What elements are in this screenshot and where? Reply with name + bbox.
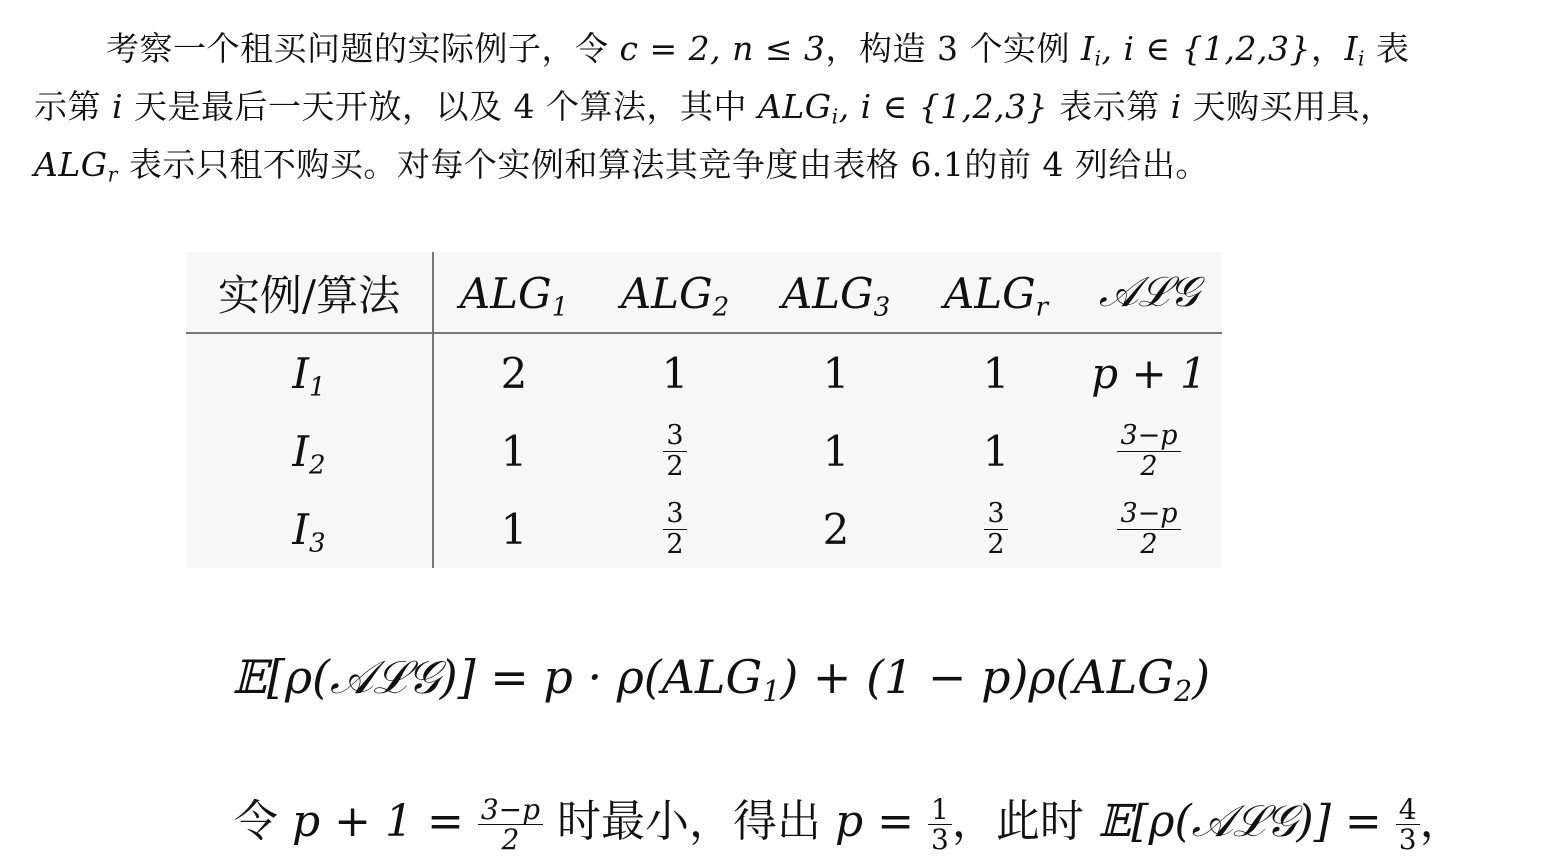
table-cell: 1 bbox=[822, 348, 850, 398]
text: ，此时 bbox=[951, 796, 1098, 847]
expectation-equation bbox=[232, 650, 1210, 706]
instance-label: $I_2$ bbox=[186, 412, 433, 490]
instance-label: $I_3$ bbox=[186, 490, 433, 568]
paragraph-line-2 bbox=[34, 78, 1514, 136]
math-inline: c = 2, n ≤ 3 bbox=[619, 29, 826, 68]
table-cell bbox=[594, 490, 756, 568]
text: 表示第 bbox=[1048, 87, 1171, 126]
text: ，构造 3 个实例 bbox=[825, 29, 1081, 68]
table-cell bbox=[1076, 412, 1222, 490]
paragraph-line-1 bbox=[34, 20, 1514, 78]
equation-part: ) bbox=[1192, 650, 1211, 704]
math-inline: 𝔼[ρ(𝒜ℒ𝒢)] = bbox=[1097, 796, 1396, 847]
table-cell: 1 bbox=[661, 348, 689, 398]
header-corner: 实例/算法 bbox=[186, 252, 433, 333]
table-cell: 2 bbox=[500, 348, 528, 398]
text: 令 bbox=[234, 796, 292, 847]
text: ， bbox=[1419, 796, 1464, 847]
math-inline: $ALG_i$, i ∈ {1,2,3} bbox=[758, 87, 1049, 129]
header-alg3: $ALG_3$ bbox=[756, 252, 916, 333]
fraction: $\frac{1}{3}$ bbox=[928, 795, 952, 854]
fraction: $\frac{3-p}{2}$ bbox=[1117, 499, 1180, 560]
fraction: $\frac{4}{3}$ bbox=[1396, 795, 1420, 854]
fraction: $\frac{3-p}{2}$ bbox=[1117, 421, 1180, 482]
table-cell bbox=[916, 490, 1076, 568]
equation-sub: 2 bbox=[1174, 674, 1193, 708]
text: 时最小，得出 bbox=[543, 796, 836, 847]
text: 表示只租不购买。对每个实例和算法其竞争度由表格 6.1的前 4 列给出。 bbox=[117, 145, 1209, 184]
fraction: $\frac{3}{2}$ bbox=[663, 421, 686, 482]
table-cell: 1 bbox=[500, 504, 528, 554]
header-alg1: $ALG_1$ bbox=[433, 252, 594, 333]
text: 天购买用具， bbox=[1181, 87, 1394, 126]
table-header-row bbox=[186, 252, 1222, 333]
paragraph-line-3 bbox=[34, 136, 1514, 194]
math-inline: i bbox=[112, 87, 124, 126]
table-row bbox=[186, 412, 1222, 490]
equation-part: 𝔼[ρ(𝒜ℒ𝒢)] = p · ρ(ALG bbox=[232, 650, 763, 704]
math-inline: p + 1 = bbox=[292, 796, 478, 847]
header-algr: $ALG_r$ bbox=[916, 252, 1076, 333]
fraction: $\frac{3}{2}$ bbox=[663, 499, 686, 560]
math-inline: $I_i$ bbox=[1344, 29, 1366, 71]
equation-sub: 1 bbox=[762, 674, 781, 708]
table-cell: 1 bbox=[982, 348, 1010, 398]
equation-part: ) + (1 − p)ρ(ALG bbox=[780, 650, 1174, 704]
fraction: $\frac{3}{2}$ bbox=[984, 499, 1007, 560]
table-cell: 2 bbox=[822, 504, 850, 554]
table-cell: p + 1 bbox=[1091, 348, 1207, 398]
text: 表 bbox=[1365, 29, 1410, 68]
text: 示第 bbox=[34, 87, 112, 126]
text: 天是最后一天开放，以及 4 个算法，其中 bbox=[123, 87, 759, 126]
table-row bbox=[186, 333, 1222, 412]
table-cell: 1 bbox=[822, 426, 850, 476]
text: 考察一个租买问题的实际例子，令 bbox=[106, 29, 620, 68]
table-cell bbox=[1076, 490, 1222, 568]
math-inline: p = bbox=[835, 796, 929, 847]
competitive-ratio-table bbox=[186, 252, 1222, 568]
table-cell: 1 bbox=[500, 426, 528, 476]
math-inline: i bbox=[1170, 87, 1182, 126]
table-cell: 1 bbox=[982, 426, 1010, 476]
instance-label: $I_1$ bbox=[186, 333, 433, 412]
conclusion-line bbox=[234, 785, 1464, 854]
intro-paragraph bbox=[34, 20, 1514, 194]
table-row bbox=[186, 490, 1222, 568]
header-randomized-alg: 𝒜ℒ𝒢 bbox=[1076, 252, 1222, 333]
header-alg2: $ALG_2$ bbox=[594, 252, 756, 333]
fraction: $\frac{3-p}{2}$ bbox=[478, 795, 543, 854]
table-cell bbox=[594, 412, 756, 490]
math-inline: $ALG_r$ bbox=[34, 145, 118, 187]
text: ， bbox=[1310, 29, 1345, 68]
math-inline: $I_i$, i ∈ {1,2,3} bbox=[1080, 29, 1311, 71]
